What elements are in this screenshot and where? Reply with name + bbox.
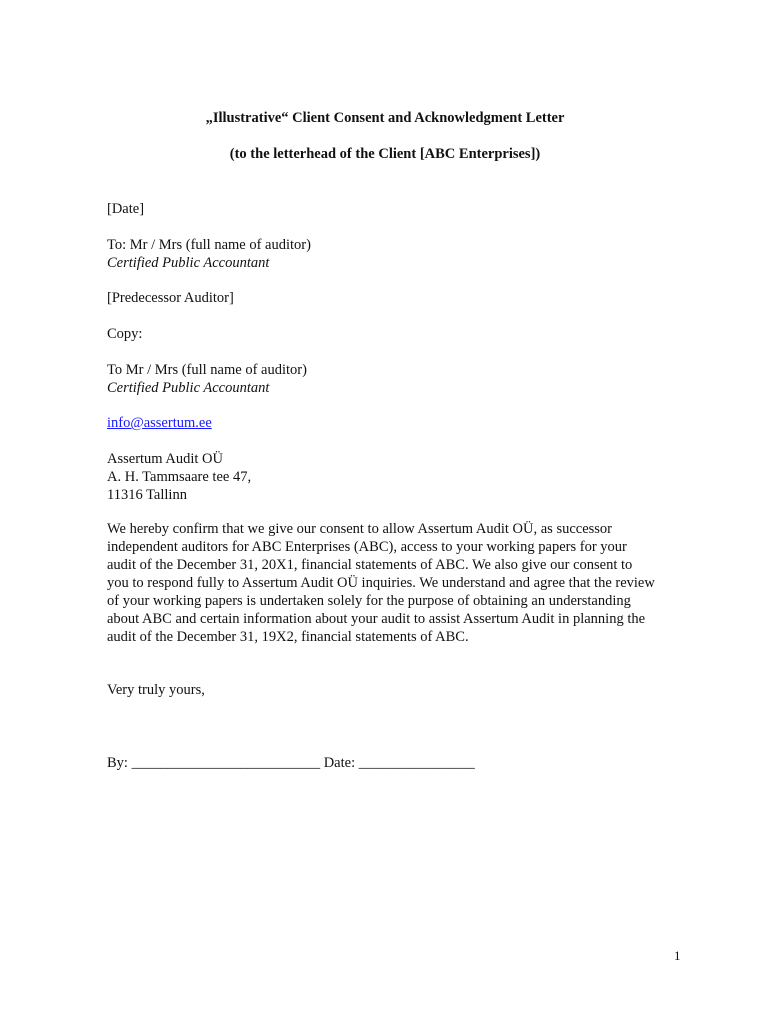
- recipient-title: Certified Public Accountant: [107, 255, 270, 271]
- copy-label: Copy:: [107, 326, 143, 342]
- consent-paragraph: [107, 520, 687, 646]
- paragraph-line: you to respond fully to Assertum Audit OÜ inquiries. We understand and agree that the review: [107, 575, 655, 591]
- signature-line: By: __________________________ Date: ________________: [107, 755, 475, 771]
- letter-subtitle: (to the letterhead of the Client [ABC Enterprises]): [229, 146, 541, 162]
- recipient-to-line: To: Mr / Mrs (full name of auditor): [107, 237, 311, 253]
- copy-recipient-to-line: To Mr / Mrs (full name of auditor): [107, 362, 307, 378]
- paragraph-line: We hereby confirm that we give our consent to allow Assertum Audit OÜ, as successor: [107, 521, 613, 537]
- paragraph-line: about ABC and certain information about your audit to assist Assertum Audit in planning the: [107, 611, 646, 627]
- company-street: A. H. Tammsaare tee 47,: [107, 469, 252, 485]
- recipient-firm: [Predecessor Auditor]: [107, 290, 234, 306]
- company-name: Assertum Audit OÜ: [107, 451, 223, 467]
- paragraph-line: audit of the December 31, 19X2, financial statements of ABC.: [107, 629, 469, 645]
- date-placeholder: [Date]: [107, 201, 145, 217]
- paragraph-line: independent auditors for ABC Enterprises (ABC), access to your working papers for your: [107, 539, 627, 555]
- email-link[interactable]: info@assertum.ee: [107, 415, 212, 431]
- paragraph-line: of your working papers is undertaken solely for the purpose of obtaining an understanding: [107, 593, 631, 609]
- company-city: 11316 Tallinn: [107, 487, 187, 503]
- letter-title: „Illustrative“ Client Consent and Acknowledgment Letter: [205, 110, 565, 126]
- copy-recipient-title: Certified Public Accountant: [107, 380, 270, 396]
- closing: Very truly yours,: [107, 682, 205, 698]
- page-number: 1: [674, 948, 681, 963]
- paragraph-line: audit of the December 31, 20X1, financial statements of ABC. We also give our consent to: [107, 557, 633, 573]
